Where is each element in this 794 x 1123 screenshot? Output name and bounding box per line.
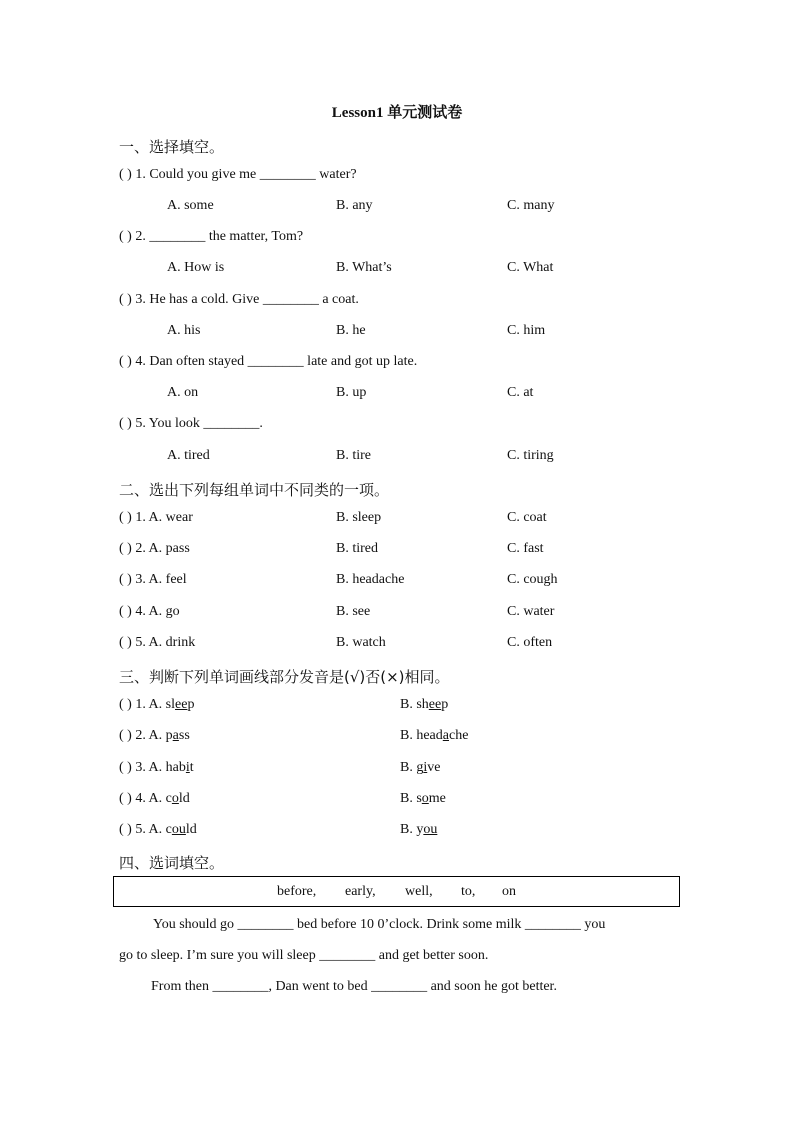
option-prefix: B.	[400, 822, 417, 837]
question-3-2	[119, 728, 190, 744]
question-number: 2. A.	[135, 728, 166, 743]
option-b	[400, 728, 468, 744]
question-number: 1. A.	[135, 697, 166, 712]
option-c: C. many	[507, 198, 555, 213]
answer-blank[interactable]: ( )	[119, 697, 132, 712]
option-b	[400, 760, 440, 776]
option-b: B. he	[336, 323, 366, 338]
option-b: B. tire	[336, 448, 371, 463]
question-text: 1. Could you give me ________ water?	[135, 167, 357, 182]
option-prefix: B.	[400, 728, 417, 743]
word-bank-item: well,	[405, 884, 433, 899]
option-c: C. tiring	[507, 448, 554, 463]
option-a: A. his	[167, 323, 201, 338]
word-part: p	[187, 697, 195, 712]
option-b: B. watch	[336, 635, 386, 650]
option-b: B. sleep	[336, 510, 382, 525]
answer-blank[interactable]: ( )	[119, 728, 132, 743]
word-part: c	[165, 822, 172, 837]
question-1-2	[119, 229, 303, 245]
word-part: g	[416, 760, 424, 775]
answer-blank[interactable]: ( )	[119, 791, 132, 806]
question-2-3	[119, 572, 187, 588]
question-2-2	[119, 541, 190, 557]
question-1-1	[119, 167, 357, 183]
option-c: C. cough	[507, 572, 558, 587]
option-b: B. What’s	[336, 260, 392, 275]
question-number: 3. A.	[135, 760, 166, 775]
word-part: che	[449, 728, 469, 743]
underlined-letters: o	[171, 791, 179, 806]
question-1-5	[119, 416, 263, 432]
option-c: C. coat	[507, 510, 547, 525]
option-a: A. How is	[167, 260, 225, 275]
question-text: 4. Dan often stayed ________ late and got up late.	[135, 354, 418, 369]
answer-blank[interactable]: ( )	[119, 572, 132, 587]
word-bank-item: early,	[345, 884, 376, 899]
word-part: sl	[165, 697, 176, 712]
word-part: hab	[165, 760, 186, 775]
word-bank-item: before,	[277, 884, 317, 899]
question-3-3	[119, 760, 194, 776]
question-number: 4. A.	[135, 791, 166, 806]
word-part: c	[165, 791, 172, 806]
option-c: C. What	[507, 260, 554, 275]
question-1-3	[119, 292, 359, 308]
section-heading-1: 一、选择填空。	[119, 138, 225, 156]
option-c: C. at	[507, 385, 534, 400]
passage-line-3: From then ________, Dan went to bed ________ and soon he got better.	[151, 979, 557, 994]
option-a: 3. A. feel	[135, 572, 187, 587]
word-part: p	[441, 697, 449, 712]
question-text: 2. ________ the matter, Tom?	[135, 229, 304, 244]
underlined-letters: ou	[423, 822, 438, 837]
word-part: s	[416, 791, 422, 806]
option-b: B. see	[336, 604, 371, 619]
option-b: B. headache	[336, 572, 405, 587]
word-part: ld	[178, 791, 190, 806]
option-c: C. water	[507, 604, 555, 619]
passage-line-2: go to sleep. I’m sure you will sleep ________ and get better soon.	[119, 948, 489, 963]
option-b: B. tired	[336, 541, 378, 556]
option-b: B. up	[336, 385, 367, 400]
answer-blank[interactable]: ( )	[119, 760, 132, 775]
option-a: A. some	[167, 198, 214, 213]
section-heading-3: 三、判断下列单词画线部分发音是(√)否(×)相同。	[119, 668, 450, 686]
option-a: 2. A. pass	[135, 541, 190, 556]
question-number: 5. A.	[135, 822, 166, 837]
option-b: B. any	[336, 198, 373, 213]
answer-blank[interactable]: ( )	[119, 510, 132, 525]
underlined-letters: o	[421, 791, 429, 806]
option-a: 4. A. go	[135, 604, 180, 619]
word-bank-box	[113, 876, 680, 907]
question-text: 3. He has a cold. Give ________ a coat.	[135, 292, 359, 307]
answer-blank[interactable]: ( )	[119, 416, 132, 431]
answer-blank[interactable]: ( )	[119, 354, 132, 369]
word-part: ld	[185, 822, 197, 837]
question-2-5	[119, 635, 195, 651]
option-a: 1. A. wear	[135, 510, 193, 525]
page-title: Lesson1 单元测试卷	[331, 105, 463, 121]
word-part: me	[428, 791, 446, 806]
question-3-4	[119, 791, 190, 807]
underlined-letters: ee	[175, 697, 188, 712]
word-part: head	[416, 728, 443, 743]
question-text: 5. You look ________.	[135, 416, 263, 431]
section-heading-2: 二、选出下列每组单词中不同类的一项。	[119, 481, 390, 499]
option-b	[400, 697, 448, 713]
word-bank-item: on	[502, 884, 516, 899]
word-part: ss	[178, 728, 190, 743]
question-3-5	[119, 822, 197, 838]
option-prefix: B.	[400, 697, 417, 712]
answer-blank[interactable]: ( )	[119, 635, 132, 650]
word-part: y	[416, 822, 424, 837]
answer-blank[interactable]: ( )	[119, 541, 132, 556]
underlined-letters: i	[423, 760, 428, 775]
option-b	[400, 791, 446, 807]
option-c: C. him	[507, 323, 546, 338]
question-1-4	[119, 354, 417, 370]
answer-blank[interactable]: ( )	[119, 292, 132, 307]
answer-blank[interactable]: ( )	[119, 822, 132, 837]
passage-line-1: You should go ________ bed before 10 0’clock. Drink some milk ________ you	[153, 917, 606, 932]
underlined-letters: ou	[171, 822, 186, 837]
option-prefix: B.	[400, 791, 417, 806]
answer-blank[interactable]: ( )	[119, 229, 132, 244]
option-b	[400, 822, 437, 838]
word-part: ve	[427, 760, 441, 775]
answer-blank[interactable]: ( )	[119, 604, 132, 619]
underlined-letters: ee	[428, 697, 442, 712]
option-a: A. tired	[167, 448, 210, 463]
word-part: sh	[416, 697, 429, 712]
option-prefix: B.	[400, 760, 417, 775]
word-part: t	[189, 760, 194, 775]
section-heading-4: 四、选词填空。	[119, 854, 225, 872]
option-c: C. often	[507, 635, 553, 650]
underlined-letters: a	[172, 728, 179, 743]
option-a: 5. A. drink	[135, 635, 196, 650]
word-part: p	[165, 728, 173, 743]
question-2-4	[119, 604, 180, 620]
option-c: C. fast	[507, 541, 544, 556]
word-bank-item: to,	[461, 884, 476, 899]
question-2-1	[119, 510, 193, 526]
answer-blank[interactable]: ( )	[119, 167, 132, 182]
option-a: A. on	[167, 385, 199, 400]
question-3-1	[119, 697, 194, 713]
underlined-letters: a	[442, 728, 449, 743]
underlined-letters: i	[185, 760, 190, 775]
